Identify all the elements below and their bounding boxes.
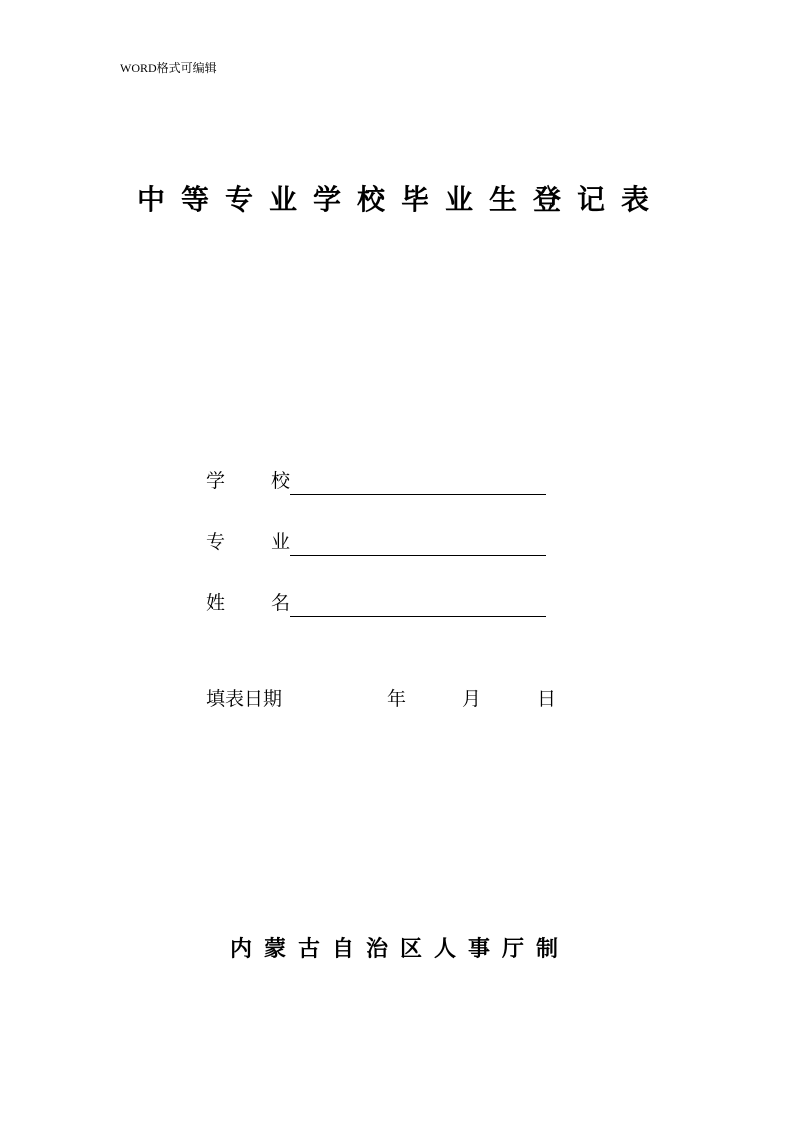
header-note: WORD格式可编辑	[120, 61, 217, 75]
field-row-major	[206, 526, 546, 556]
date-day-label: 日	[537, 688, 557, 710]
field-label-school-char-1: 学	[206, 470, 226, 492]
date-month-label: 月	[462, 688, 482, 710]
field-label-major-char-2: 业	[270, 531, 290, 553]
issuer-footer: 内蒙古自治区人事厅制	[229, 936, 570, 962]
school-input-line[interactable]	[290, 470, 546, 495]
field-label-major	[206, 530, 290, 556]
field-label-name-char-1: 姓	[206, 592, 226, 614]
fill-date-label: 填表日期	[206, 688, 283, 710]
field-label-name-char-2: 名	[270, 592, 290, 614]
field-row-name	[206, 587, 546, 617]
field-row-school	[206, 465, 546, 495]
field-label-school	[206, 469, 290, 495]
field-label-name	[206, 591, 290, 617]
field-label-school-char-2: 校	[270, 470, 290, 492]
name-input-line[interactable]	[290, 592, 546, 617]
date-year-label: 年	[387, 688, 407, 710]
field-label-major-char-1: 专	[206, 531, 226, 553]
major-input-line[interactable]	[290, 531, 546, 556]
page-title: 中等专业学校毕业生登记表	[136, 183, 665, 216]
